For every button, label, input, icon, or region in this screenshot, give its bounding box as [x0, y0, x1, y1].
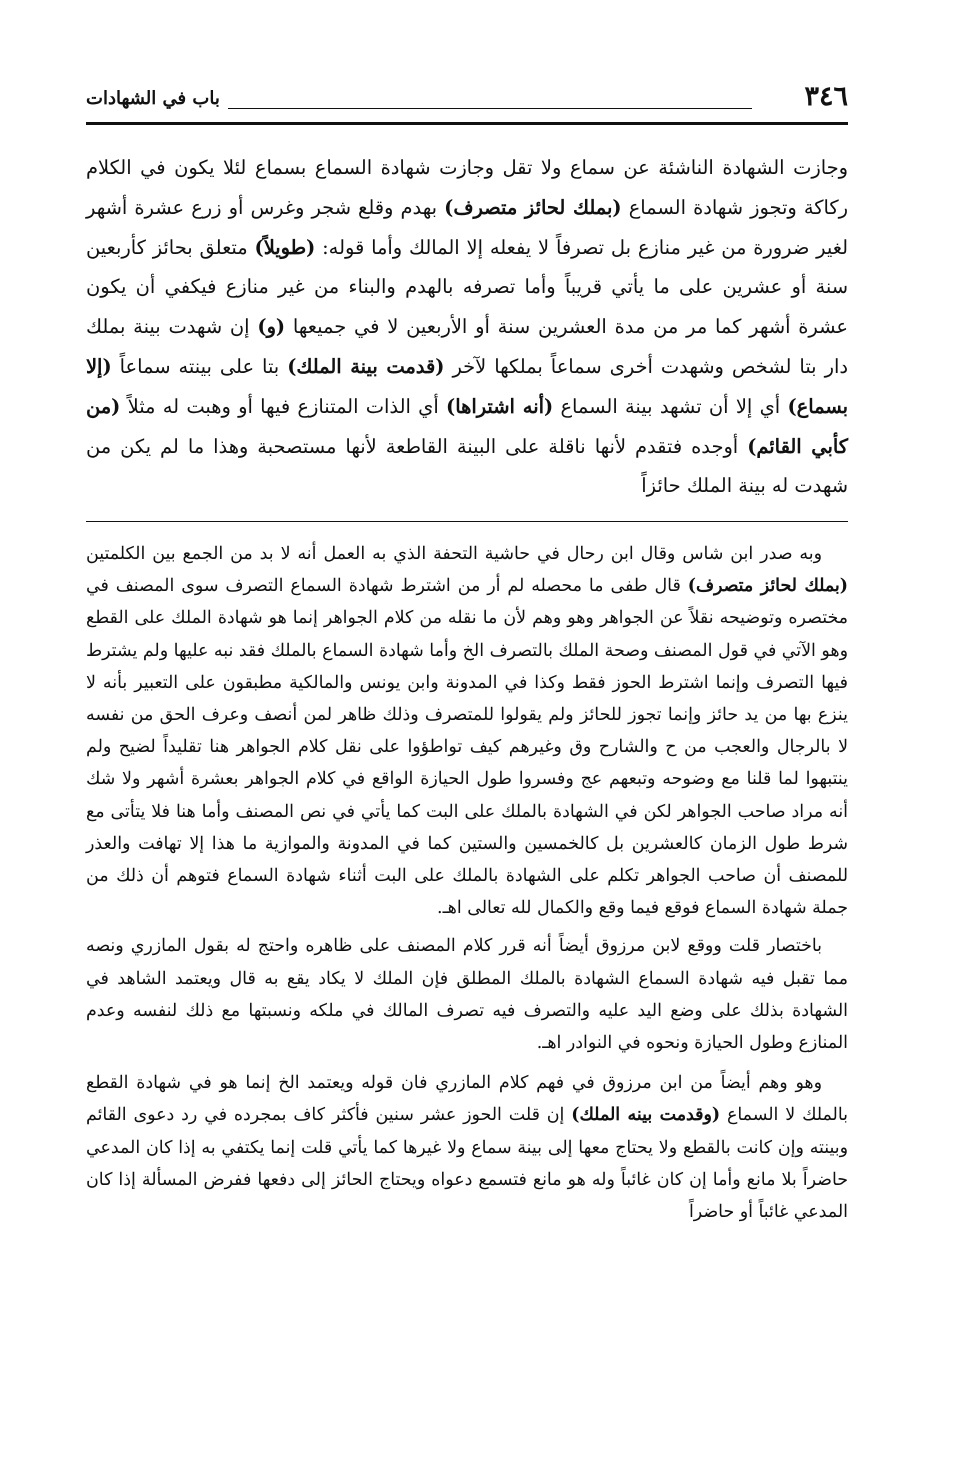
header-rule	[228, 108, 752, 109]
bold-phrase: (و)	[257, 315, 286, 339]
bold-phrase: (قدمت بينة الملك)	[287, 354, 445, 378]
text-run: قال طفى ما محصله لم أر من اشترط شهادة السماع التصرف سوى المصنف في مختصره وتوضيحه نقلاً عن الجواهر وهو وهم لأن ما نقله من كلام الجواهر إنما هو شهادة الملك على القطع وهو الآتي في قول المصنف وصحة الملك بالتصرف الخ وأما شهادة السماع بالملك فقد نبه عليها ولم يشترط فيها التصرف وإنما اشترط الحوز فقط وكذا في المدونة وابن يونس والمالكية مطبقون على التعبير بأنه لا ينزع بها من يد حائز وإنما تجوز للحائز ولم يقولوا للمتصرف وذلك ظاهر لمن أنصف وعرف الحق من نفسه لا بالرجال والعجب من ح والشارح وق وغيرهم كيف تواطؤوا على نقل كلام الجواهر هنا تقليداً لضيح ولم ينتبهوا لما قلنا مع وضوحه وتبعهم عج وفسروا طول الحيازة الواقع في كلام الجواهر بعشرة أشهر ولا شك أنه مراد صاحب الجواهر لكن في الشهادة بالملك على البت كما يأتي في نص المصنف وأما هنا فلا يتأتى مع شرط طول الزمان كالعشرين بل كالخمسين والستين كما في المدونة والموازية ما هذا إلا تهافت والعذر للمصنف أن صاحب الجواهر تكلم على الشهادة بالملك على البت أثناء شهادة السماع فتوهم أن ذلك من جملة شهادة السماع فوقع فيما وقع والكمال لله تعالى اهـ.	[86, 576, 848, 919]
text-run: إن قلت الحوز عشر سنين فأكثر كاف بمجرده في رد دعوى القائم وبينته وإن كانت بالقطع ولا يحتاج معها إلى بينة سماع ولا غيرها كما يأتي قلت إنما يكتفي به إذا كان المدعي حاضراً بلا مانع وأما إن كان غائباً وله هو مانع فتسمع دعواه ويحتاج الحائز إلى دفعها ففرض المسألة إذا كان المدعي غائباً أو حاضراً	[86, 1105, 848, 1223]
bold-phrase: (بملك لحائز متصرف)	[687, 576, 849, 597]
footnote-paragraph: باختصار قلت ووقع لابن مرزوق أيضاً أنه قرر كلام المصنف على ظاهره واحتج له بقول المازري ونصه مما تقبل فيه شهادة السماع الشهادة بالملك المطلق فإن الملك لا يكاد يقع به قال ويعتمد الشاهد في الشهادة بذلك على وضع اليد عليه والتصرف فيه تصرف المالك في ملكه ونسبتها مع ذلك لنفسه وعدم المنازع وطول الحيازة ونحوه في النوادر اهـ.	[86, 936, 848, 1054]
bold-phrase: (وقدمت بينه الملك)	[571, 1105, 721, 1126]
bold-phrase: (طويلاً)	[254, 235, 316, 259]
main-text	[86, 148, 848, 506]
page-header	[86, 78, 848, 125]
footnote-paragraph	[86, 1067, 848, 1228]
text-run: أي الذات المتنازع فيها أو وهبت له مثلاً	[120, 394, 447, 418]
text-run: بتا على بينته سماعاً	[111, 354, 288, 378]
text-run: بهدم وقلع شجر وغرس أو زرع عشرة أشهر لغير ضرورة من غير منازع بل تصرفاً لا يفعله إلا المالك وأما قوله:	[86, 195, 848, 259]
text-run: إن شهدت بينة بملك دار بتا لشخص وشهدت أخرى سماعاً بملكها لآخر	[86, 315, 848, 378]
footnote-paragraph	[86, 538, 848, 924]
running-title: باب في الشهادات	[86, 88, 220, 109]
main-paragraph	[86, 148, 848, 506]
text-run: وجازت الشهادة الناشئة عن سماع ولا تقل وجازت شهادة السماع بسماع لئلا يكون في الكلام ركاكة وتجوز شهادة السماع	[86, 156, 848, 219]
bold-phrase: (بملك لحائز متصرف)	[444, 195, 622, 219]
text-run: أي إلا أن تشهد بينة السماع	[553, 394, 788, 418]
text-run: وهو وهم أيضاً من ابن مرزوق في فهم كلام المازري فان قوله ويعتمد الخ إنما هو في شهادة القطع بالملك لا السماع	[86, 1073, 848, 1126]
text-run: وبه صدر ابن شاس وقال ابن رحال في حاشية التحفة الذي به العمل أنه لا بد من الجمع بين الكلمتين	[86, 544, 822, 564]
text-run: متعلق بحائز كأربعين سنة أو عشرين على ما يأتي قريباً وأما تصرفه بالهدم والبناء من غير منازع فيكفي أن يكون عشرة أشهر كما مر من مدة العشرين سنة أو الأربعين لا في جميعها	[86, 235, 848, 339]
footnote-separator	[86, 521, 848, 522]
text-run: أوجده فتقدم لأنها ناقلة على البينة القاطعة لأنها مستصحبة وهذا ما لم يكن من شهدت له بينة الملك حائزاً	[86, 434, 848, 498]
bold-phrase: (من كأبي القائم)	[86, 394, 848, 458]
footnotes	[86, 538, 848, 1228]
bold-phrase: (أنه اشتراها)	[446, 394, 554, 418]
page-number: ٣٤٦	[804, 81, 848, 112]
bold-phrase: (إلا بسماع)	[86, 354, 849, 418]
